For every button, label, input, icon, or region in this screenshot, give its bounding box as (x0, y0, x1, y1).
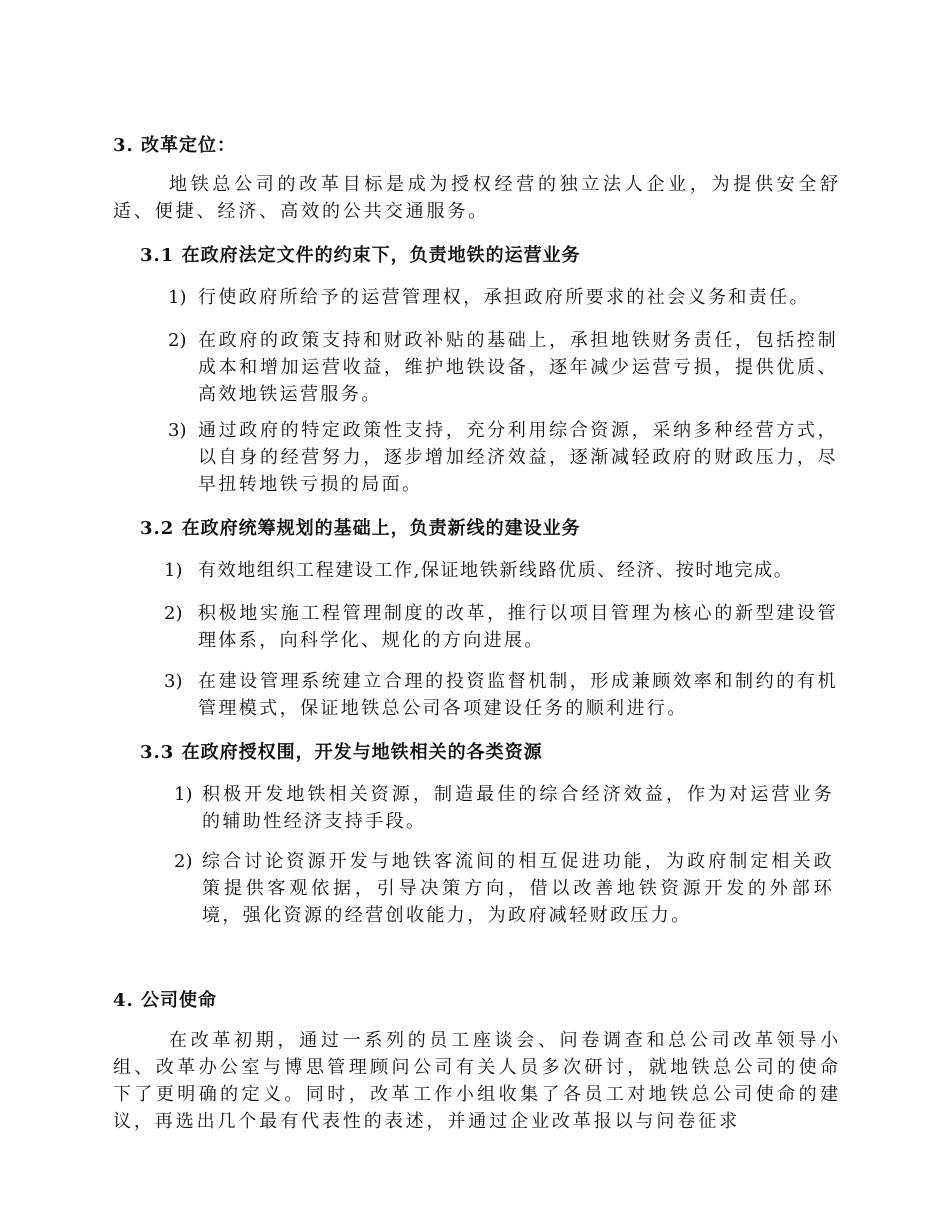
list-item-text: 行使政府所给予的运营管理权，承担政府所要求的社会义务和责任。 (198, 287, 810, 308)
list-item-number: 3) (164, 671, 183, 692)
list-item-number: 1) (164, 560, 183, 581)
section-3-intro: 地铁总公司的改革目标是成为授权经营的独立法人企业，为提供安全舒适、便捷、经济、高效的公共交通服务。 (113, 174, 841, 222)
list-item-number: 1) (174, 784, 193, 805)
list-item-3-1-3 (168, 417, 838, 498)
list-item-text: 通过政府的特定政策性支持，充分利用综合资源，采纳多种经营方式，以自身的经营努力，逐步增加经济效益，逐渐减轻政府的财政压力，尽早扭转地铁亏损的局面。 (198, 420, 838, 495)
list-item-3-3-1 (174, 781, 834, 835)
list-item-3-2-1 (164, 557, 854, 584)
section-4-intro: 在改革初期，通过一系列的员工座谈会、问卷调查和总公司改革领导小组、改革办公室与博思管理顾问公司有关人员多次研讨，就地铁总公司的使命下了更明确的定义。同时，改革工作小组收集了各员工对地铁总公司使命的建议，再选出几个最有代表性的表述，并通过企业改革报以与问卷征求 (113, 1030, 841, 1132)
section-4-heading: 4. 公司使命 (113, 990, 218, 1011)
list-item-number: 3) (168, 420, 187, 441)
section-3-heading: 3. 改革定位： (113, 135, 237, 156)
subsection-3-1-heading: 3.1 在政府法定文件的约束下，负责地铁的运营业务 (140, 245, 581, 266)
list-item-3-3-2 (174, 848, 834, 929)
list-item-3-2-3 (164, 668, 838, 722)
list-item-text: 在建设管理系统建立合理的投资监督机制，形成兼顾效率和制约的有机管理模式，保证地铁总公司各项建设任务的顺利进行。 (198, 671, 838, 719)
list-item-number: 2) (168, 330, 187, 351)
list-item-text: 在政府的政策支持和财政补贴的基础上，承担地铁财务责任，包括控制成本和增加运营收益，维护地铁设备，逐年减少运营亏损，提供优质、高效地铁运营服务。 (198, 330, 838, 405)
list-item-text: 积极开发地铁相关资源，制造最佳的综合经济效益，作为对运营业务的辅助性经济支持手段。 (202, 784, 834, 832)
list-item-3-2-2 (164, 600, 838, 654)
subsection-3-3-heading: 3.3 在政府授权围，开发与地铁相关的各类资源 (140, 742, 543, 763)
list-item-text: 综合讨论资源开发与地铁客流间的相互促进功能，为政府制定相关政策提供客观依据，引导决策方向，借以改善地铁资源开发的外部环境，强化资源的经营创收能力，为政府减轻财政压力。 (202, 851, 834, 926)
list-item-number: 1) (168, 287, 187, 308)
list-item-number: 2) (164, 603, 183, 624)
list-item-number: 2) (174, 851, 193, 872)
list-item-3-1-2 (168, 327, 838, 408)
list-item-3-1-1 (168, 284, 838, 311)
list-item-text: 积极地实施工程管理制度的改革，推行以项目管理为核心的新型建设管理体系，向科学化、规化的方向进展。 (198, 603, 838, 651)
subsection-3-2-heading: 3.2 在政府统筹规划的基础上，负责新线的建设业务 (140, 518, 581, 539)
list-item-text: 有效地组织工程建设工作,保证地铁新线路优质、经济、按时地完成。 (198, 560, 794, 581)
